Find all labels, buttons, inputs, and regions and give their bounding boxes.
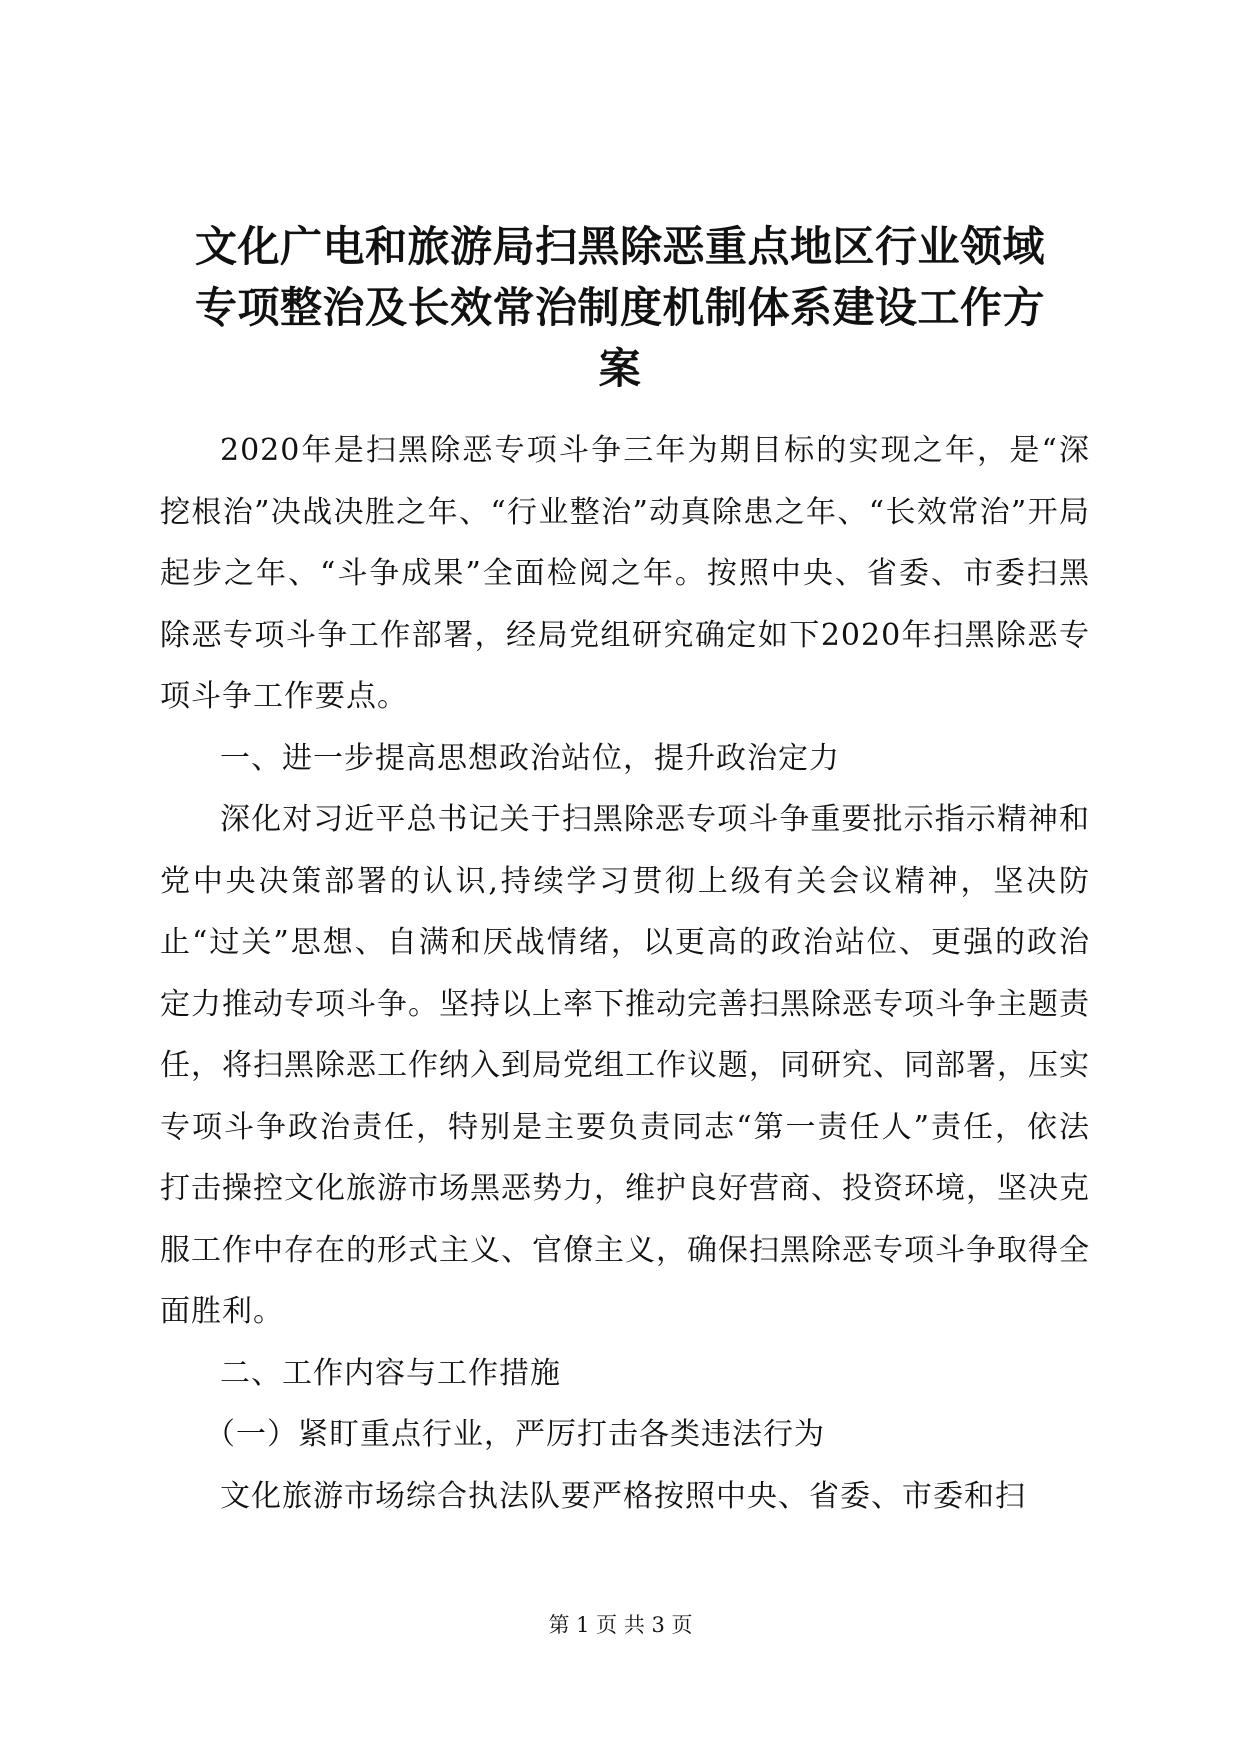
section-1-heading: 一、进一步提高思想政治站位，提升政治定力 — [220, 740, 840, 776]
title-line-2: 专项整治及长效常治制度机制体系建设工作方 — [194, 283, 1045, 332]
section-1-paragraph: 深化对习近平总书记关于扫黑除恶专项斗争重要批示指示精神和党中央决策部署的认识,持续学习贯彻上级有关会议精神，坚决防止“过关”思想、自满和厌战情绪，以更高的政治站位、更强的政治定力推动专项斗争。坚持以上率下推动完善扫黑除恶专项斗争主题责任，将扫黑除恶工作纳入到局党组工作议题，同研究、同部署，压实专项斗争政治责任，特别是主要负责同志“第一责任人”责任，依法打击操控文化旅游市场黑恶势力，维护良好营商、投资环境，坚决克服工作中存在的形式主义、官僚主义，确保扫黑除恶专项斗争取得全面胜利。 — [160, 802, 1090, 1329]
intro-paragraph: 2020年是扫黑除恶专项斗争三年为期目标的实现之年，是“深挖根治”决战决胜之年、“行业整治”动真除患之年、“长效常治”开局起步之年、“斗争成果”全面检阅之年。按照中央、省委、市委扫黑除恶专项斗争工作部署，经局党组研究确定如下2020年扫黑除恶专项斗争工作要点。 — [160, 433, 1090, 714]
document-title — [160, 216, 1080, 399]
subsection-1-paragraph: 文化旅游市场综合执法队要严格按照中央、省委、市委和扫 — [220, 1478, 1026, 1514]
title-line-3: 案 — [598, 344, 642, 393]
title-line-1: 文化广电和旅游局扫黑除恶重点地区行业领域 — [194, 222, 1045, 271]
document-body — [160, 420, 1090, 1527]
section-2-heading: 二、工作内容与工作措施 — [220, 1355, 561, 1391]
page-footer: 第 1 页 共 3 页 — [548, 1613, 693, 1637]
subsection-1-heading: （一）紧盯重点行业，严厉打击各类违法行为 — [205, 1417, 825, 1452]
